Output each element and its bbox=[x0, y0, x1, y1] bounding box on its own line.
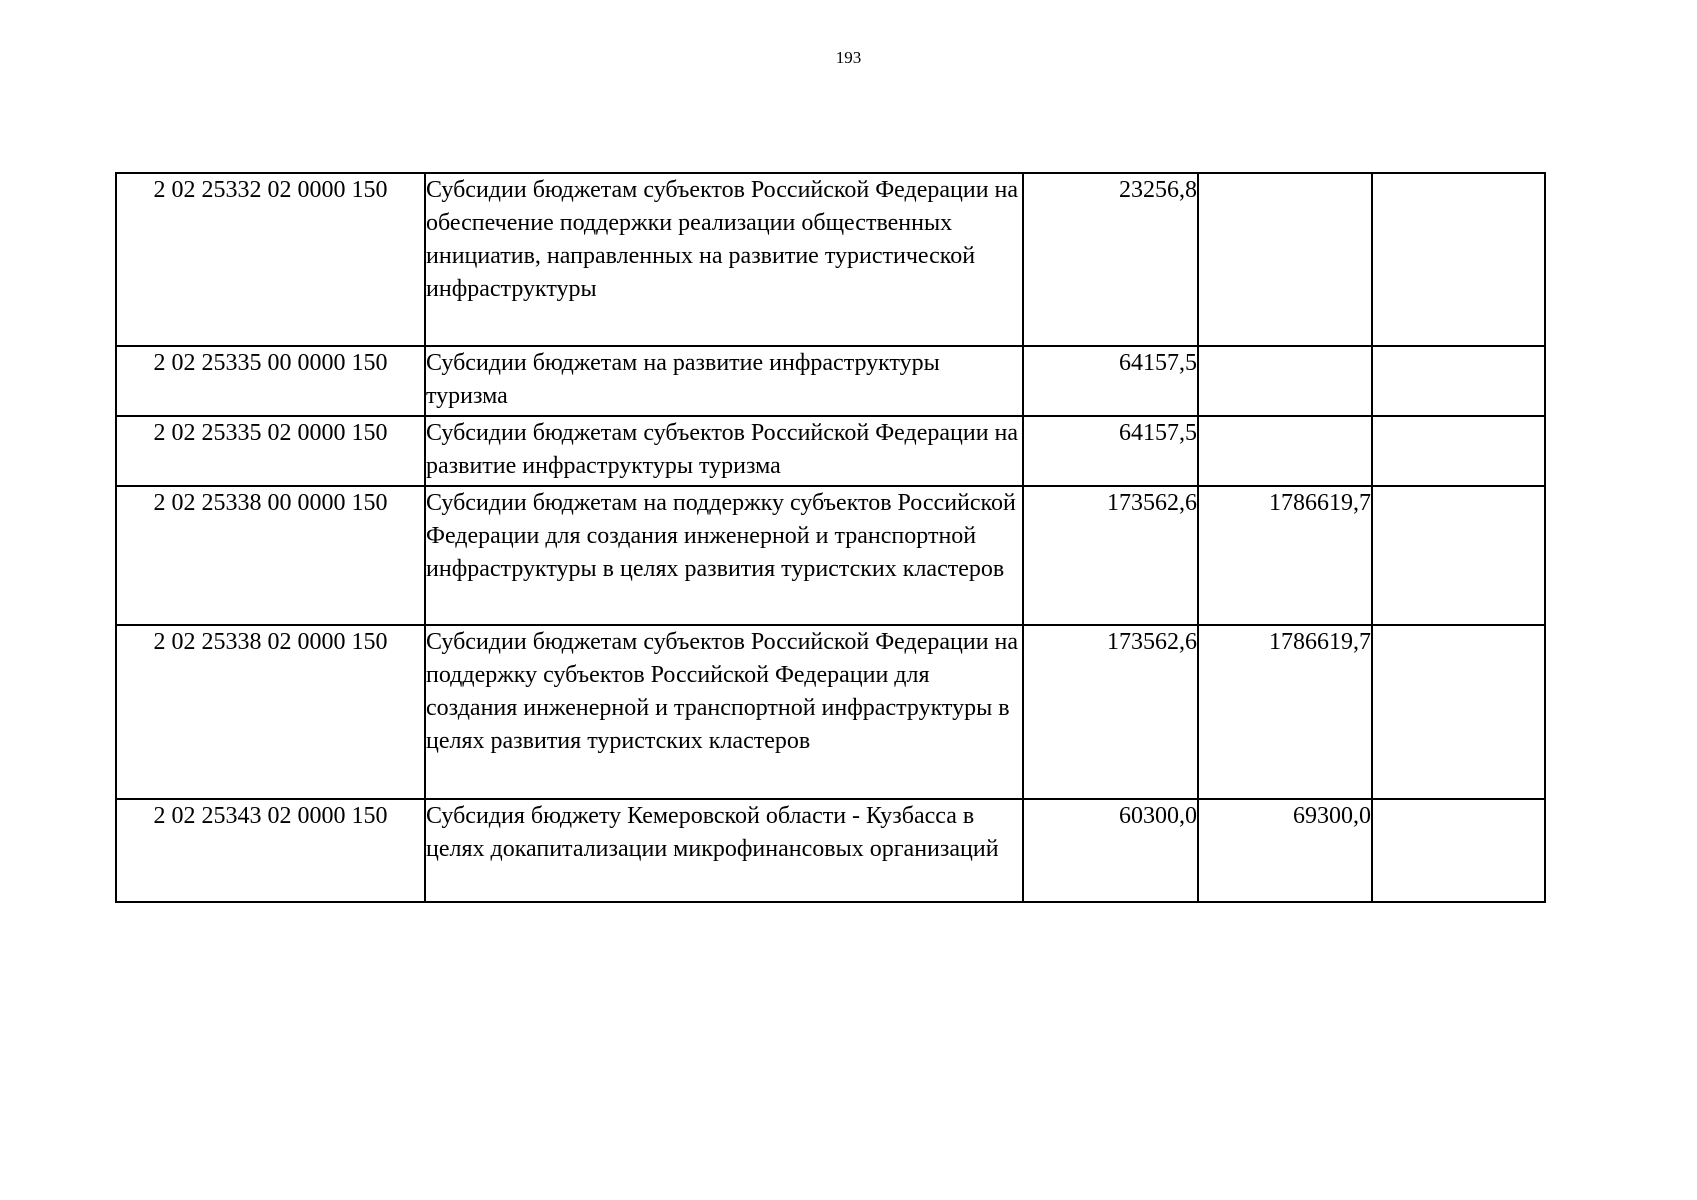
description-cell: Субсидии бюджетам субъектов Российской Федерации на обеспечение поддержки реализации общественных инициатив, направленных на развитие туристической инфраструктуры bbox=[425, 173, 1023, 346]
amount-cell-2: 1786619,7 bbox=[1198, 625, 1372, 799]
amount-cell-2 bbox=[1198, 346, 1372, 416]
budget-code-cell: 2 02 25332 02 0000 150 bbox=[116, 173, 425, 346]
table-row bbox=[116, 346, 1545, 416]
budget-table bbox=[115, 172, 1546, 903]
amount-cell-3 bbox=[1372, 799, 1545, 902]
amount-cell-2 bbox=[1198, 173, 1372, 346]
description-cell: Субсидия бюджету Кемеровской области - Кузбасса в целях докапитализации микрофинансовых организаций bbox=[425, 799, 1023, 902]
budget-code-cell: 2 02 25338 02 0000 150 bbox=[116, 625, 425, 799]
budget-code-cell: 2 02 25343 02 0000 150 bbox=[116, 799, 425, 902]
description-cell: Субсидии бюджетам на поддержку субъектов Российской Федерации для создания инженерной и транспортной инфраструктуры в целях развития туристских кластеров bbox=[425, 486, 1023, 625]
amount-cell-1: 173562,6 bbox=[1023, 625, 1198, 799]
table-row bbox=[116, 416, 1545, 486]
description-cell: Субсидии бюджетам на развитие инфраструктуры туризма bbox=[425, 346, 1023, 416]
page-number: 193 bbox=[835, 48, 862, 67]
description-cell: Субсидии бюджетам субъектов Российской Федерации на поддержку субъектов Российской Федерации для создания инженерной и транспортной инфраструктуры в целях развития туристских кластеров bbox=[425, 625, 1023, 799]
amount-cell-3 bbox=[1372, 346, 1545, 416]
amount-cell-1: 64157,5 bbox=[1023, 416, 1198, 486]
amount-cell-1: 64157,5 bbox=[1023, 346, 1198, 416]
amount-cell-2 bbox=[1198, 416, 1372, 486]
description-cell: Субсидии бюджетам субъектов Российской Федерации на развитие инфраструктуры туризма bbox=[425, 416, 1023, 486]
amount-cell-3 bbox=[1372, 486, 1545, 625]
amount-cell-3 bbox=[1372, 625, 1545, 799]
table-row bbox=[116, 173, 1545, 346]
budget-code-cell: 2 02 25335 00 0000 150 bbox=[116, 346, 425, 416]
amount-cell-1: 60300,0 bbox=[1023, 799, 1198, 902]
table-row bbox=[116, 625, 1545, 799]
table-row bbox=[116, 799, 1545, 902]
amount-cell-1: 23256,8 bbox=[1023, 173, 1198, 346]
amount-cell-2: 69300,0 bbox=[1198, 799, 1372, 902]
amount-cell-3 bbox=[1372, 173, 1545, 346]
amount-cell-3 bbox=[1372, 416, 1545, 486]
budget-code-cell: 2 02 25335 02 0000 150 bbox=[116, 416, 425, 486]
table-row bbox=[116, 486, 1545, 625]
budget-code-cell: 2 02 25338 00 0000 150 bbox=[116, 486, 425, 625]
amount-cell-1: 173562,6 bbox=[1023, 486, 1198, 625]
amount-cell-2: 1786619,7 bbox=[1198, 486, 1372, 625]
